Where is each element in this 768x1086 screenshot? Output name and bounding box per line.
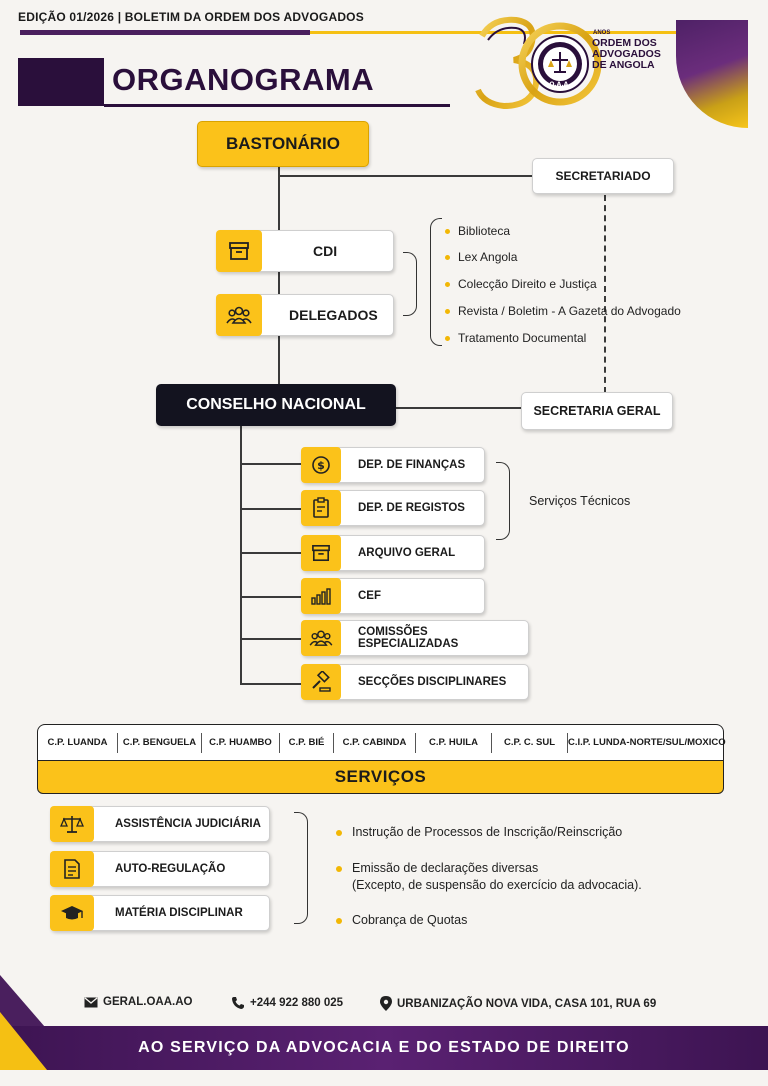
document-icon xyxy=(50,851,94,887)
council-cell: C.P. BIÉ xyxy=(280,733,334,753)
footer-phone-text: +244 922 880 025 xyxy=(250,997,344,1009)
secretariado-box: SECRETARIADO xyxy=(532,158,674,194)
footer-phone xyxy=(231,996,343,1010)
service-item xyxy=(352,824,622,841)
council-cell: C.I.P. LUNDA-NORTE/SUL/MOXICO xyxy=(568,736,726,748)
connector-dashed xyxy=(604,195,606,393)
council-cell: C.P. LUANDA xyxy=(38,733,118,753)
footer-email xyxy=(84,996,192,1008)
title-underline xyxy=(104,104,450,107)
service-box-label: ASSISTÊNCIA JUDICIÁRIA xyxy=(115,818,261,830)
council-cell: C.P. C. SUL xyxy=(492,733,568,753)
bastonario-box: BASTONÁRIO xyxy=(197,121,369,167)
cdi-item: Biblioteca xyxy=(458,224,511,238)
dep-label: SECÇÕES DISCIPLINARES xyxy=(358,676,507,688)
logo-line-3: DE ANGOLA xyxy=(592,59,655,71)
cdi-item: Lex Angola xyxy=(458,250,518,264)
connector-dep-4 xyxy=(240,596,302,598)
dep-label: CEF xyxy=(358,590,381,602)
cdi-item: Revista / Boletim - A Gazeta do Advogado xyxy=(458,304,681,318)
archive-box-icon xyxy=(216,230,262,272)
councils-row xyxy=(37,724,724,760)
service-item-text: Emissão de declarações diversas xyxy=(352,861,539,875)
clipboard-icon xyxy=(301,490,341,526)
council-cell: C.P. HUILA xyxy=(416,733,492,753)
service-item-text: Cobrança de Quotas xyxy=(352,913,468,927)
service-item-note: (Excepto, de suspensão do exercício da advocacia). xyxy=(352,878,642,892)
service-item xyxy=(352,860,642,894)
mail-icon xyxy=(84,997,98,1008)
edition-header: EDIÇÃO 01/2026 | BOLETIM DA ORDEM DOS ADVOGADOS xyxy=(18,10,364,24)
footer-slogan: AO SERVIÇO DA ADVOCACIA E DO ESTADO DE DIREITO xyxy=(138,1039,630,1056)
gavel-icon xyxy=(301,664,341,700)
council-cell: C.P. CABINDA xyxy=(334,733,416,753)
footer-bottom-strip xyxy=(0,1070,768,1086)
brace-cdi-list xyxy=(430,218,442,346)
council-cell: C.P. BENGUELA xyxy=(118,733,202,753)
service-box-label: AUTO-REGULAÇÃO xyxy=(115,863,226,875)
dep-label: ARQUIVO GERAL xyxy=(358,547,456,559)
connector-dep-3 xyxy=(240,552,302,554)
connector-secretaria xyxy=(396,407,522,409)
dep-label: DEP. DE REGISTOS xyxy=(358,502,465,514)
archive-box-icon xyxy=(301,535,341,571)
title-block xyxy=(18,58,104,106)
connector-dep-2 xyxy=(240,508,302,510)
logo-org-name xyxy=(592,38,682,71)
header-line-purple xyxy=(20,30,310,35)
location-pin-icon xyxy=(380,996,392,1011)
bar-chart-icon xyxy=(301,578,341,614)
cdi-item: Tratamento Documental xyxy=(458,331,587,345)
cdi-label: CDI xyxy=(313,243,338,259)
secretaria-geral-box: SECRETARIA GERAL xyxy=(521,392,673,430)
graduation-cap-icon xyxy=(50,895,94,931)
delegados-label: DELEGADOS xyxy=(289,307,378,323)
logo-line-2: ADVOGADOS xyxy=(592,48,661,60)
dep-label: COMISSÕES ESPECIALIZADAS xyxy=(358,626,459,650)
page-title: ORGANOGRAMA xyxy=(112,62,375,97)
connector-dep-5 xyxy=(240,638,302,640)
connector-secretariado xyxy=(278,175,532,177)
council-cell: C.P. HUAMBO xyxy=(202,733,280,753)
dollar-coin-icon xyxy=(301,447,341,483)
connector-dep-6 xyxy=(240,683,302,685)
service-box-label: MATÉRIA DISCIPLINAR xyxy=(115,907,243,919)
service-item-text: Instrução de Processos de Inscrição/Reinscrição xyxy=(352,825,623,839)
servicos-heading: SERVIÇOS xyxy=(37,760,724,794)
people-group-icon xyxy=(216,294,262,336)
brace-services xyxy=(294,812,308,924)
logo-line-1: ORDEM DOS xyxy=(592,37,657,49)
phone-icon xyxy=(231,996,245,1010)
svg-text:$: $ xyxy=(317,459,325,472)
footer-address-text: URBANIZAÇÃO NOVA VIDA, CASA 101, RUA 69 xyxy=(397,997,657,1010)
connector-main-upper xyxy=(278,166,280,384)
logo-anos: ANOS xyxy=(593,30,611,36)
brace-cdi-delegados xyxy=(403,252,417,316)
scales-icon xyxy=(50,806,94,842)
servicos-tecnicos-label: Serviços Técnicos xyxy=(529,494,631,508)
footer-address xyxy=(380,996,656,1011)
connector-dep-1 xyxy=(240,463,302,465)
service-item xyxy=(352,912,467,929)
people-group-icon xyxy=(301,620,341,656)
footer-email-text: GERAL.OAA.AO xyxy=(103,996,193,1008)
brace-servicos-tecnicos xyxy=(496,462,510,540)
logo-seal-text: O.A.A. xyxy=(549,81,571,88)
corner-decoration xyxy=(676,20,748,128)
conselho-nacional-box: CONSELHO NACIONAL xyxy=(156,384,396,426)
cdi-item: Colecção Direito e Justiça xyxy=(458,277,597,291)
dep-label: DEP. DE FINANÇAS xyxy=(358,459,466,471)
